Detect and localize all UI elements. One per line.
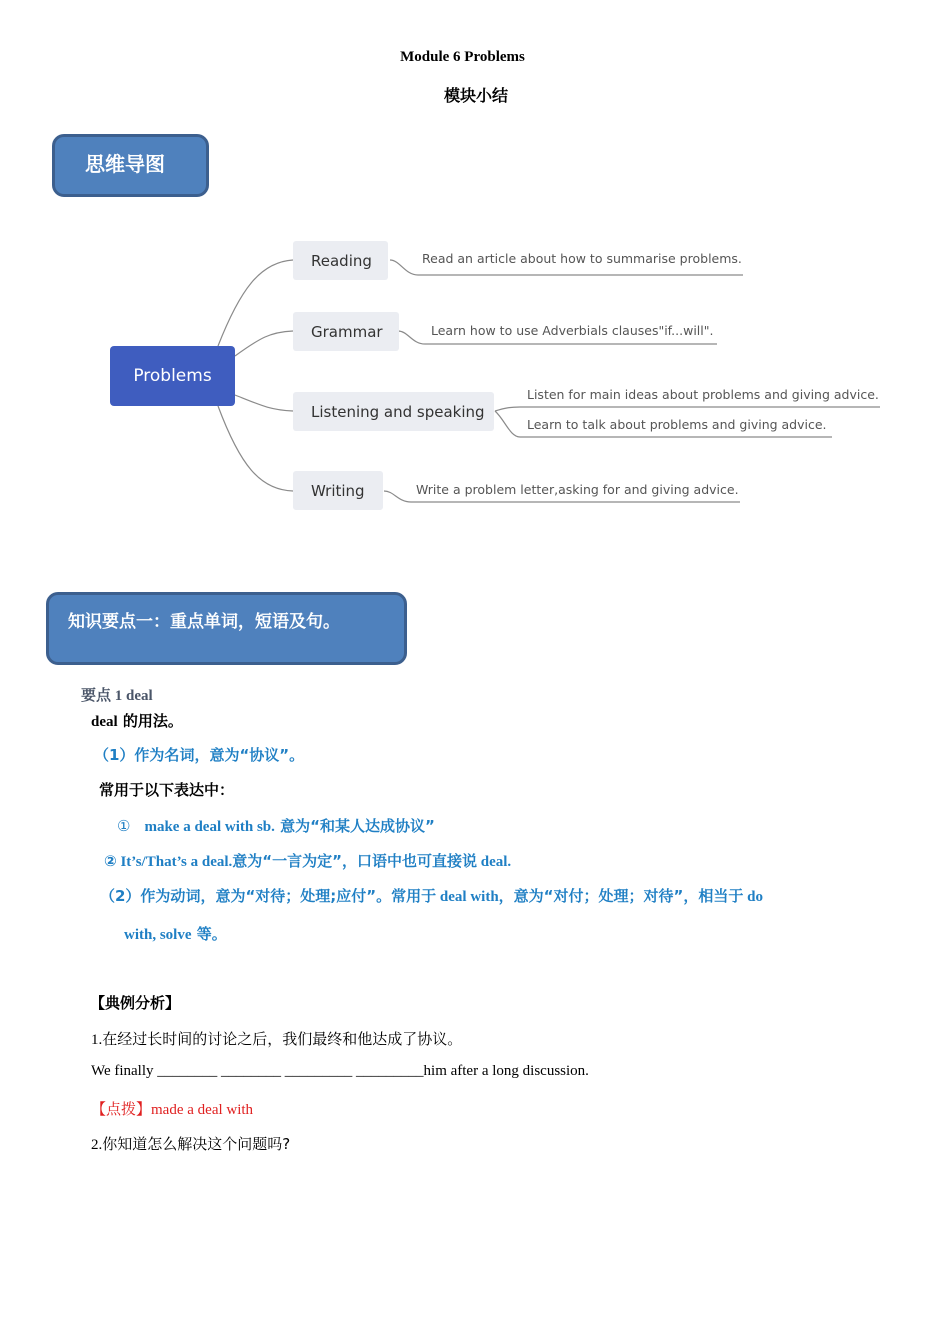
verb-usage-phrase: deal with <box>436 889 499 905</box>
verb-usage-text: 等。 <box>191 925 227 943</box>
node-label: Grammar <box>311 322 383 341</box>
verb-usage-text: ，意为“对付；处理；对待”，相当于 <box>498 887 744 905</box>
common-expressions-label: 常用于以下表达中： <box>99 781 235 799</box>
example-hint <box>91 1098 253 1119</box>
fill-in-blanks: ________ ________ _________ _________ <box>157 1063 424 1079</box>
mind-map-root-node <box>110 346 235 406</box>
noun-usage-heading: （1）作为名词，意为“协议”。 <box>94 746 305 764</box>
sentence-start: We finally <box>91 1063 158 1079</box>
mind-map-leaf: Read an article about how to summarise problems. <box>422 251 742 266</box>
item-number: ① <box>117 819 131 835</box>
document-subtitle: 模块小结 <box>443 86 508 105</box>
key-point-heading <box>81 684 153 705</box>
verb-usage-phrase: do <box>743 889 763 905</box>
mind-map-node-grammar <box>293 312 399 351</box>
question-number: 2. <box>91 1137 103 1153</box>
usage-heading <box>91 710 183 731</box>
usage-word: deal <box>91 714 118 730</box>
mind-map-leaf: Listen for main ideas about problems and giving advice. <box>527 387 879 402</box>
mind-map-node-listening-speaking <box>293 392 494 431</box>
mind-map-node-reading <box>293 241 388 280</box>
mind-map-node-writing <box>293 471 383 510</box>
question-text: 你知道怎么解决这个问题吗? <box>102 1135 291 1153</box>
document-title: Module 6 Problems <box>400 49 525 65</box>
item-number: ② <box>104 852 117 870</box>
verb-usage-line-2 <box>124 923 227 944</box>
question-text: 在经过长时间的讨论之后，我们最终和他达成了协议。 <box>102 1030 463 1048</box>
hint-answer: made a deal with <box>151 1102 254 1118</box>
mind-map-leaf: Learn to talk about problems and giving advice. <box>527 417 827 432</box>
item-english: make a deal with sb. <box>144 819 275 835</box>
verb-usage-line-1 <box>100 885 763 906</box>
item-english: It’s/That’s a deal. <box>116 854 233 870</box>
example-question-1-english <box>91 1063 589 1080</box>
examples-heading: 【典例分析】 <box>90 994 181 1012</box>
item-tail: deal. <box>476 854 512 870</box>
mind-map <box>100 230 900 530</box>
node-label: Writing <box>311 481 365 500</box>
sentence-end: him after a long discussion. <box>423 1063 589 1079</box>
mind-map-leaf: Write a problem letter,asking for and giving advice. <box>416 482 739 497</box>
node-label: Reading <box>311 251 372 270</box>
mind-map-leaf: Learn how to use Adverbials clauses"if...will". <box>431 323 714 338</box>
knowledge-point-banner-label: 知识要点一：重点单词，短语及句。 <box>68 612 340 632</box>
item-chinese: 意为“一言为定”，口语中也可直接说 <box>232 852 477 870</box>
usage-text: 的用法。 <box>117 712 183 730</box>
knowledge-point-banner <box>46 592 407 665</box>
root-node-label: Problems <box>133 366 212 386</box>
node-label: Listening and speaking <box>311 402 485 421</box>
example-question-1 <box>91 1028 462 1049</box>
hint-label: 【点拨】 <box>91 1100 152 1118</box>
key-point-word: 1 deal <box>114 688 153 704</box>
mindmap-banner <box>52 134 209 197</box>
key-point-label: 要点 <box>81 686 112 704</box>
example-question-2 <box>91 1133 290 1154</box>
question-number: 1. <box>91 1032 103 1048</box>
verb-usage-phrase: with, solve <box>124 927 192 943</box>
verb-usage-text: （2）作为动词，意为“对待；处理;应付”。常用于 <box>100 887 437 905</box>
item-chinese: 意为“和某人达成协议” <box>274 817 435 835</box>
expression-item-2 <box>104 850 511 871</box>
expression-item-1 <box>117 815 435 836</box>
mindmap-banner-label: 思维导图 <box>85 152 165 176</box>
